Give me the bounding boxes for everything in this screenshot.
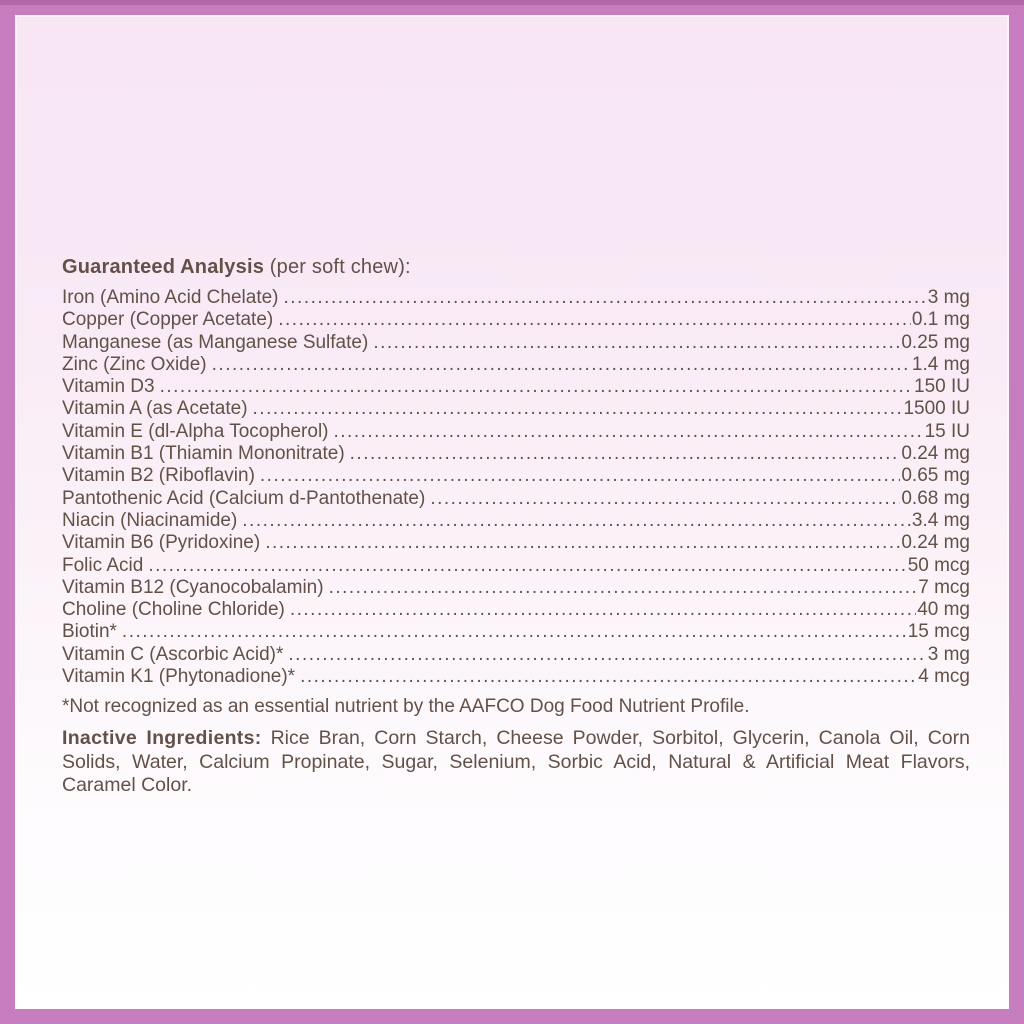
nutrient-row (62, 488, 970, 510)
dot-leader (329, 577, 918, 599)
dot-leader (300, 666, 917, 688)
nutrient-value: 0.1 mg (911, 309, 970, 331)
nutrient-name: Niacin (Niacinamide) (62, 509, 238, 531)
nutrient-value: 7 mcg (918, 576, 970, 598)
nutrient-value: 3.4 mg (911, 509, 970, 531)
dot-leader (148, 555, 906, 577)
nutrient-name: Vitamin A (as Acetate) (62, 398, 248, 420)
nutrient-name: Iron (Amino Acid Chelate) (62, 287, 279, 308)
nutrient-name: Vitamin E (dl-Alpha Tocopherol) (62, 420, 329, 442)
dot-leader (350, 443, 901, 465)
nutrient-name: Biotin* (62, 621, 117, 643)
nutrient-name: Copper (Copper Acetate) (62, 309, 274, 331)
dot-leader (334, 421, 924, 443)
nutrient-row (62, 666, 970, 688)
aafco-footnote: *Not recognized as an essential nutrient by the AAFCO Dog Food Nutrient Profile. (62, 696, 750, 718)
dot-leader (260, 465, 900, 487)
dot-leader (253, 398, 903, 420)
nutrient-name: Folic Acid (62, 554, 144, 576)
nutrient-row (62, 465, 970, 487)
guaranteed-analysis-heading (62, 255, 970, 279)
dot-leader (288, 644, 926, 666)
nutrient-value: 0.24 mg (901, 443, 970, 465)
inactive-ingredients (62, 727, 970, 798)
nutrient-row (62, 510, 970, 532)
nutrient-name: Vitamin B12 (Cyanocobalamin) (62, 576, 324, 598)
nutrient-name: Vitamin B1 (Thiamin Mononitrate) (62, 443, 345, 465)
nutrient-value: 15 mcg (907, 621, 970, 643)
dot-leader (122, 621, 907, 643)
nutrient-value: 1.4 mg (911, 353, 970, 375)
nutrient-row (62, 599, 970, 621)
nutrient-name: Choline (Choline Chloride) (62, 599, 285, 621)
nutrient-row (62, 376, 970, 398)
dot-leader (265, 532, 900, 554)
nutrient-value: 0.65 mg (901, 465, 970, 487)
nutrient-value: 150 IU (914, 376, 970, 398)
dot-leader (242, 510, 911, 532)
nutrient-name: Vitamin B2 (Riboflavin) (62, 465, 255, 487)
nutrient-row (62, 555, 970, 577)
nutrient-name: Vitamin C (Ascorbic Acid)* (62, 643, 284, 665)
nutrient-value: 3 mg (927, 287, 970, 308)
nutrient-value: 50 mcg (907, 554, 970, 576)
nutrient-value: 0.25 mg (901, 331, 970, 353)
dot-leader (290, 599, 916, 621)
nutrient-value: 3 mg (927, 643, 970, 665)
dot-leader (284, 287, 927, 309)
nutrient-value: 0.24 mg (901, 532, 970, 554)
nutrient-row (62, 532, 970, 554)
dot-leader (278, 309, 911, 331)
nutrient-row (62, 644, 970, 666)
nutrient-row (62, 287, 970, 309)
nutrient-row (62, 354, 970, 376)
nutrient-row (62, 309, 970, 331)
dot-leader (160, 376, 913, 398)
nutrient-row (62, 577, 970, 599)
nutrient-value: 0.68 mg (901, 487, 970, 509)
nutrient-row (62, 421, 970, 443)
nutrient-value: 4 mcg (918, 666, 970, 688)
label-content (62, 255, 970, 798)
inactive-ingredients-label: Inactive Ingredients: (62, 727, 262, 750)
nutrient-name: Pantothenic Acid (Calcium d-Pantothenate) (62, 487, 426, 509)
nutrient-name: Zinc (Zinc Oxide) (62, 353, 207, 375)
dot-leader (373, 332, 900, 354)
dot-leader (430, 488, 900, 510)
nutrient-table (62, 287, 970, 688)
nutrient-name: Vitamin B6 (Pyridoxine) (62, 532, 261, 554)
inactive-ingredients-list: Rice Bran, Corn Starch, Cheese Powder, Sorbitol, Glycerin, Canola Oil, Corn Solids, Water, Calcium Propinate, Sugar, Selenium, Sorbic Acid, Natural & Artificial Meat Flavors, Caramel Color. (62, 727, 970, 797)
nutrient-value: 40 mg (917, 599, 970, 621)
nutrient-row (62, 332, 970, 354)
nutrient-row (62, 443, 970, 465)
heading-title: Guaranteed Analysis (62, 256, 265, 278)
dot-leader (212, 354, 911, 376)
nutrient-value: 15 IU (924, 420, 970, 442)
nutrient-row (62, 398, 970, 420)
nutrient-value: 1500 IU (903, 398, 970, 420)
nutrient-name: Manganese (as Manganese Sulfate) (62, 331, 369, 353)
heading-qualifier: (per soft chew): (264, 256, 411, 278)
nutrient-name: Vitamin K1 (Phytonadione)* (62, 666, 296, 688)
nutrient-row (62, 621, 970, 643)
nutrient-name: Vitamin D3 (62, 376, 155, 398)
